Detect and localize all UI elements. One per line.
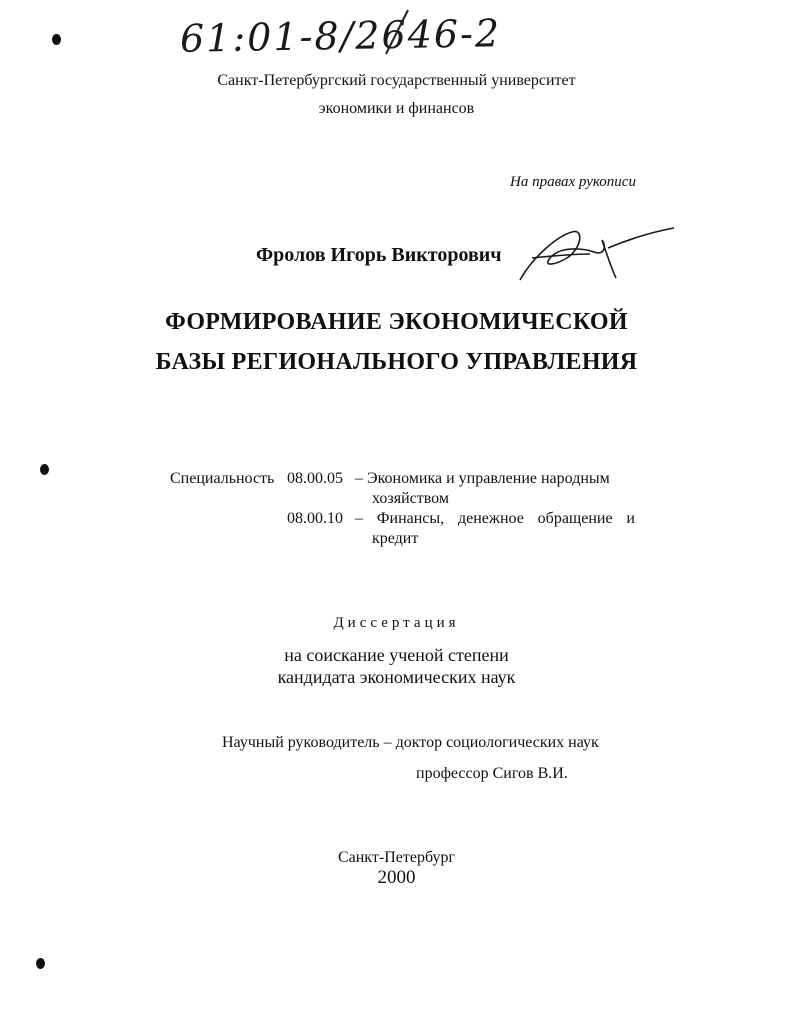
specialty-code-2: 08.00.10	[287, 510, 343, 527]
specialty-label: Специальность	[170, 470, 275, 487]
author-name: Фролов Игорь Викторович	[256, 244, 502, 266]
archive-code-stroke	[380, 8, 420, 58]
author-signature	[512, 218, 677, 293]
rights-note: На правах рукописи	[510, 174, 636, 190]
advisor-line-2: профессор Сигов В.И.	[416, 765, 568, 782]
year: 2000	[377, 867, 416, 888]
place: Санкт-Петербург	[337, 849, 456, 866]
specialty-text-2: – Финансы, денежное обращение и	[355, 510, 635, 527]
title-line-2: БАЗЫ РЕГИОНАЛЬНОГО УПРАВЛЕНИЯ	[155, 349, 638, 375]
punch-mark-middle	[40, 464, 49, 475]
archive-code: 61:01-8/2646-2	[179, 11, 502, 61]
specialty-code-1: 08.00.05	[287, 470, 343, 487]
advisor-line-1: Научный руководитель – доктор социологических наук	[222, 734, 599, 751]
specialty-text-2-cont: кредит	[372, 530, 419, 547]
degree-line-1: на соискание ученой степени	[284, 645, 509, 665]
specialty-text-1-cont: хозяйством	[372, 490, 449, 507]
punch-mark-bottom	[36, 958, 45, 969]
degree-line-2: кандидата экономических наук	[277, 667, 516, 687]
dissertation-label: Диссертация	[333, 615, 460, 631]
punch-mark-top	[52, 34, 61, 45]
title-line-1: ФОРМИРОВАНИЕ ЭКОНОМИЧЕСКОЙ	[165, 309, 628, 335]
university-line-2: экономики и финансов	[318, 100, 475, 117]
university-line-1: Санкт-Петербургский государственный университет	[217, 72, 576, 89]
specialty-text-1: – Экономика и управление народным	[355, 470, 610, 487]
